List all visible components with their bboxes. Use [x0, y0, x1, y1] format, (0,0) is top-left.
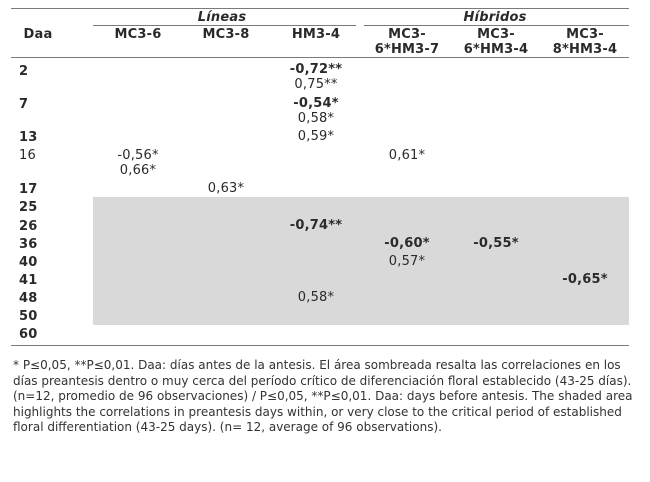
column-header-hybrid-1-line1: MC3-	[388, 27, 426, 42]
row-daa-label: 40	[19, 255, 38, 270]
column-header-hybrid-2-line2: 6*HM3-4	[463, 42, 529, 57]
cell-mc3-6-daa-16: 0,66*	[119, 163, 157, 178]
header-bottom-rule	[11, 57, 629, 58]
row-daa-label: 13	[19, 130, 38, 145]
footnote-text: * P≤0,05, **P≤0,01. Daa: días antes de la antesis. El área sombreada resalta las correlaciones en los días preantesis dentro o muy cerca del período crítico de diferenciación floral establecido (43-25 días). (n=12, promedio de 96 observaciones) / P≤0,05, **P≤0,01. Daa: days before antesis. The shaded area highlights the correlations in preantesis days within, or very close to the critical period of established floral differentiation (43-25 days). (n= 12, average of 96 observations).	[13, 358, 633, 435]
cell-hm3-4-daa-2: 0,75**	[294, 77, 338, 92]
column-header-mc3-8: MC3-8	[202, 27, 250, 42]
hybrids-group-rule	[364, 25, 629, 26]
column-header-hybrid-3-line2: 8*HM3-4	[552, 42, 618, 57]
row-daa-label: 26	[19, 219, 38, 234]
cell-hm3-4-daa-48: 0,58*	[297, 290, 335, 305]
cell-hm3-4-daa-2: -0,72**	[289, 62, 343, 77]
row-daa-label: 41	[19, 273, 38, 288]
row-daa-label: 25	[19, 200, 38, 215]
cell-mc3-8-daa-17: 0,63*	[207, 181, 245, 196]
cell-hm3-4-daa-13: 0,59*	[297, 129, 335, 144]
row-daa-label: 2	[19, 64, 29, 79]
lines-group-rule	[93, 25, 356, 26]
cell-hm3-4-daa-26: -0,74**	[289, 218, 343, 233]
cell-hybrid-2-daa-36: -0,55*	[473, 236, 519, 251]
column-header-daa: Daa	[23, 27, 53, 42]
cell-hm3-4-daa-7: -0,54*	[293, 96, 339, 111]
table-footnote	[13, 358, 639, 436]
cell-mc3-6-daa-16: -0,56*	[117, 148, 159, 163]
column-header-hybrid-3-line1: MC3-	[566, 27, 604, 42]
row-daa-label: 50	[19, 309, 38, 324]
cell-hm3-4-daa-7: 0,58*	[297, 111, 335, 126]
cell-hybrid-1-daa-16: 0,61*	[388, 148, 426, 163]
row-daa-label: 16	[19, 148, 36, 163]
row-daa-label: 7	[19, 97, 29, 112]
group-header-hybrids: Híbridos	[463, 10, 527, 25]
row-daa-label: 48	[19, 291, 38, 306]
column-header-hm3-4: HM3-4	[291, 27, 341, 42]
column-header-hybrid-1-line2: 6*HM3-7	[374, 42, 440, 57]
row-daa-label: 17	[19, 182, 38, 197]
cell-hybrid-3-daa-41: -0,65*	[562, 272, 608, 287]
cell-hybrid-1-daa-36: -0,60*	[384, 236, 430, 251]
table-bottom-rule	[11, 345, 629, 346]
critical-period-shade	[93, 197, 629, 325]
cell-hybrid-1-daa-40: 0,57*	[388, 254, 426, 269]
row-daa-label: 60	[19, 327, 38, 342]
group-header-lines: Líneas	[197, 10, 247, 25]
column-header-hybrid-2-line1: MC3-	[477, 27, 515, 42]
top-rule	[11, 8, 629, 9]
row-daa-label: 36	[19, 237, 38, 252]
column-header-mc3-6: MC3-6	[114, 27, 162, 42]
